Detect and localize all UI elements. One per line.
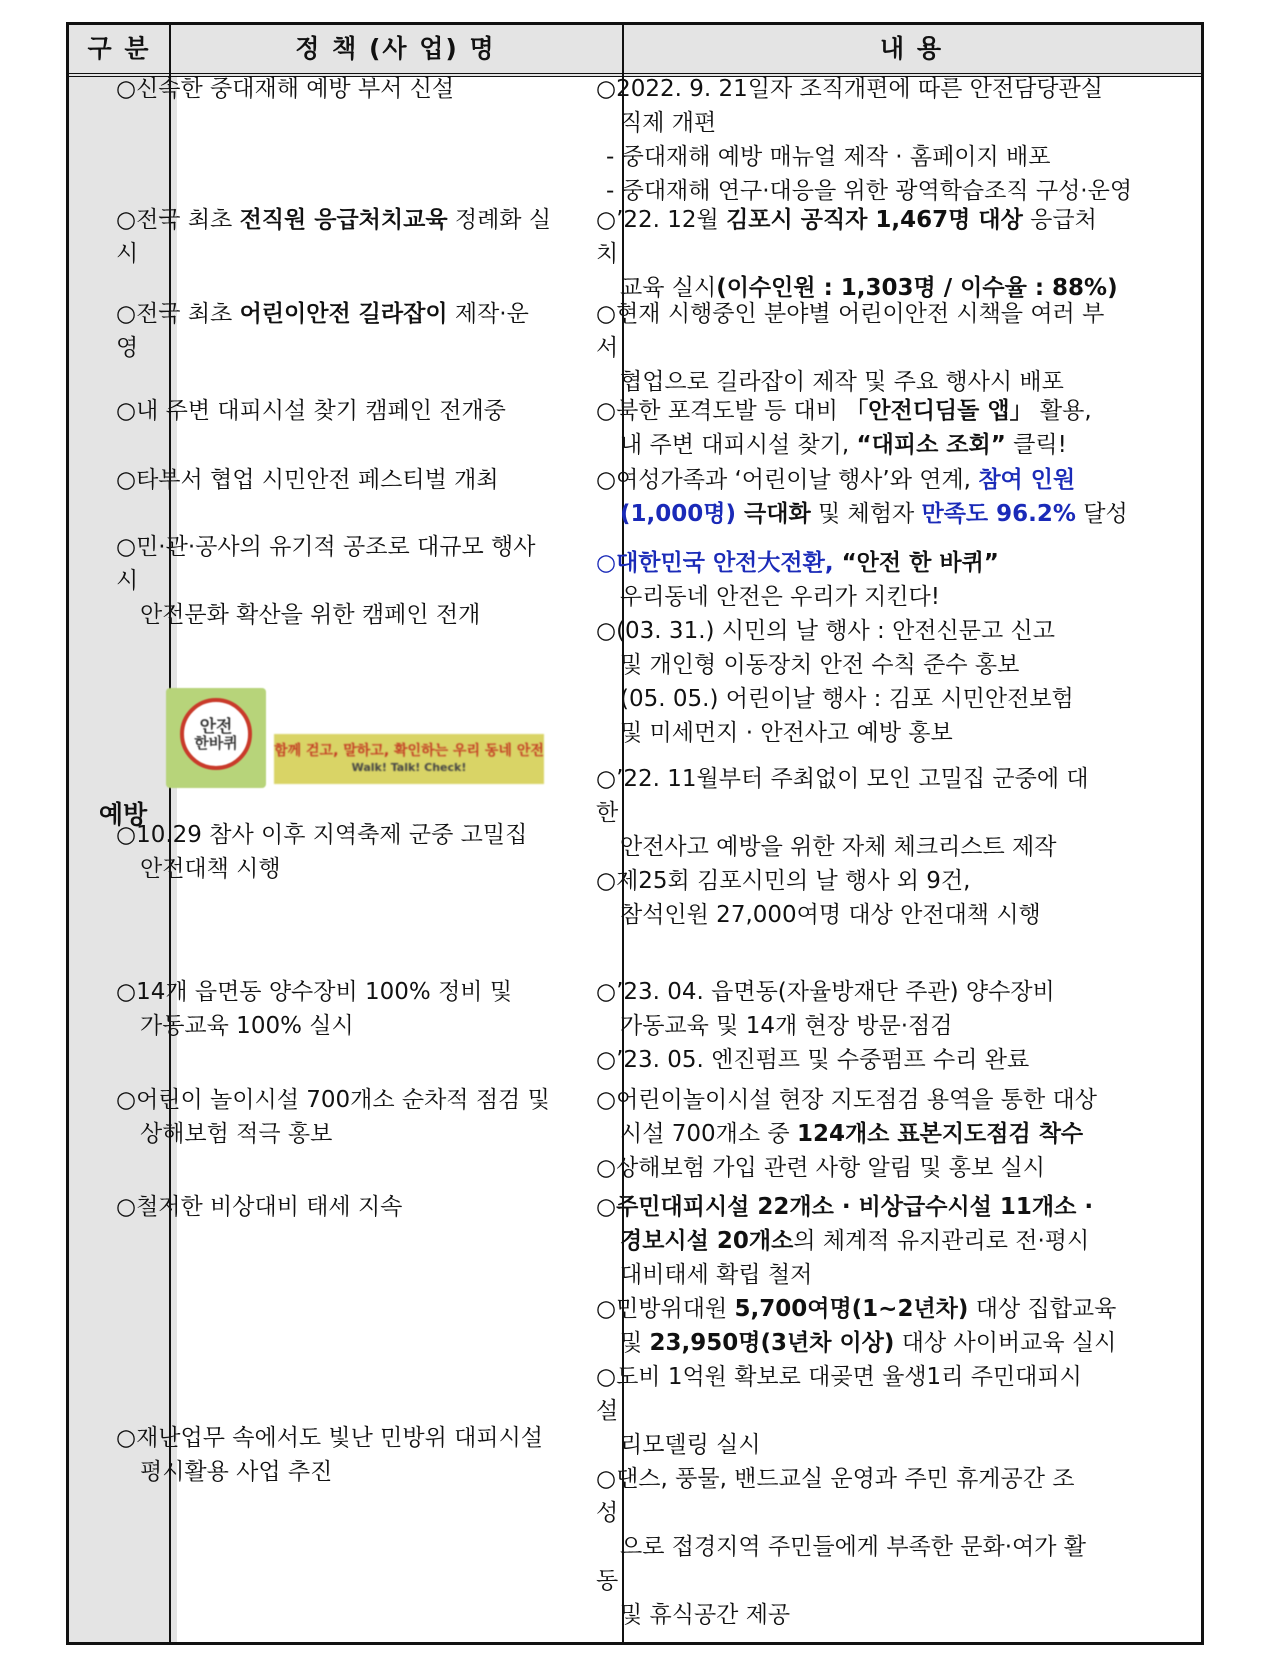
content-line: - 중대재해 연구·대응을 위한 광역학습조직 구성·운영: [606, 178, 1133, 204]
content-line: ○민방위대원 5,700여명(1~2년차) 대상 집합교육: [596, 1296, 1117, 1322]
content-line: 치: [596, 241, 619, 267]
content-line: - 중대재해 예방 매뉴얼 제작 · 홈페이지 배포: [606, 144, 1051, 170]
policy-item-cont: 평시활용 사업 추진: [140, 1459, 333, 1485]
content-line: 가동교육 및 14개 현장 방문·점검: [620, 1013, 953, 1039]
content-line: 교육 실시(이수인원 : 1,303명 / 이수율 : 88%): [620, 275, 1118, 301]
content-line: ○어린이놀이시설 현장 지도점검 용역을 통한 대상: [596, 1087, 1097, 1113]
content-line: ○여성가족과 ‘어린이날 행사’와 연계, 참여 인원: [596, 467, 1076, 493]
policy-item: ○재난업무 속에서도 빛난 민방위 대피시설: [116, 1425, 544, 1451]
policy-item-cont: 시: [116, 241, 139, 267]
content-line: 대비태세 확립 철저: [620, 1262, 813, 1288]
content-line: ○대한민국 안전大전환, “안전 한 바퀴”: [596, 550, 999, 576]
category-label: 예방: [98, 800, 148, 829]
policy-item: ○10.29 참사 이후 지역축제 군중 고밀집: [116, 822, 528, 848]
content-line: 및 개인형 이동장치 안전 수칙 준수 홍보: [620, 652, 1020, 678]
content-line: ○제25회 김포시민의 날 행사 외 9건,: [596, 868, 971, 894]
content-line: ○북한 포격도발 등 대비 「안전디딤돌 앱」 활용,: [596, 398, 1092, 424]
policy-item-cont: 영: [116, 335, 139, 361]
content-line: ○댄스, 풍물, 밴드교실 운영과 주민 휴게공간 조: [596, 1466, 1075, 1492]
header-category: 구 분: [87, 34, 151, 63]
policy-item: ○내 주변 대피시설 찾기 캠페인 전개중: [116, 398, 506, 424]
policy-item-cont: 가동교육 100% 실시: [140, 1013, 354, 1039]
policy-item-cont: 안전문화 확산을 위한 캠페인 전개: [140, 602, 481, 628]
policy-item: ○철저한 비상대비 태세 지속: [116, 1194, 403, 1220]
policy-item: ○전국 최초 전직원 응급처치교육 정례화 실: [116, 207, 552, 233]
content-line: (05. 05.) 어린이날 행사 : 김포 시민안전보험: [620, 686, 1074, 712]
content-line: 협업으로 길라잡이 제작 및 주요 행사시 배포: [620, 369, 1064, 395]
content-line: ○도비 1억원 확보로 대곶면 율생1리 주민대피시: [596, 1364, 1082, 1390]
content-line: 및 휴식공간 제공: [620, 1602, 791, 1628]
content-line: 성: [596, 1500, 619, 1526]
content-line: ○(03. 31.) 시민의 날 행사 : 안전신문고 신고: [596, 618, 1055, 644]
banner-subtitle: Walk! Talk! Check!: [351, 761, 467, 774]
content-line: ○’23. 04. 읍면동(자율방재단 주관) 양수장비: [596, 979, 1055, 1005]
content-line: 서: [596, 335, 619, 361]
campaign-banner-image: [274, 734, 544, 784]
content-line: ○’22. 11월부터 주최없이 모인 고밀집 군중에 대: [596, 766, 1089, 792]
policy-item-cont: 시: [116, 568, 139, 594]
content-line: ○현재 시행중인 분야별 어린이안전 시책을 여러 부: [596, 301, 1105, 327]
policy-item: ○전국 최초 어린이안전 길라잡이 제작·운: [116, 301, 529, 327]
policy-item-cont: 상해보험 적극 홍보: [140, 1121, 333, 1147]
policy-item: ○민·관·공사의 유기적 공조로 대규모 행사: [116, 534, 536, 560]
content-line: (1,000명) 극대화 및 체험자 만족도 96.2% 달성: [620, 501, 1128, 527]
campaign-logo-image: [166, 688, 266, 788]
logo-text: 한바퀴: [194, 734, 238, 752]
content-line: 리모델링 실시: [620, 1432, 761, 1458]
content-line: 경보시설 20개소의 체계적 유지관리로 전·평시: [620, 1228, 1090, 1254]
content-line: 동: [596, 1568, 619, 1594]
header-policy: 정 책 (사 업) 명: [295, 34, 496, 63]
content-line: 및 미세먼지 · 안전사고 예방 홍보: [620, 720, 953, 746]
content-line: ○’23. 05. 엔진펌프 및 수중펌프 수리 완료: [596, 1047, 1030, 1073]
policy-item: ○신속한 중대재해 예방 부서 신설: [116, 76, 455, 102]
policy-item: ○타부서 협업 시민안전 페스티벌 개최: [116, 467, 499, 493]
policy-item: ○어린이 놀이시설 700개소 순차적 점검 및: [116, 1087, 550, 1113]
content-line: 직제 개편: [620, 110, 717, 136]
content-line: 시설 700개소 중 124개소 표본지도점검 착수: [620, 1121, 1084, 1147]
content-line: ○상해보험 가입 관련 사항 알림 및 홍보 실시: [596, 1155, 1045, 1181]
content-line: 및 23,950명(3년차 이상) 대상 사이버교육 실시: [620, 1330, 1117, 1356]
content-line: 한: [596, 800, 619, 826]
policy-item-cont: 안전대책 시행: [140, 856, 281, 882]
content-line: ○’22. 12월 김포시 공직자 1,467명 대상 응급처: [596, 207, 1097, 233]
content-line: 내 주변 대피시설 찾기, “대피소 조회” 클릭!: [620, 432, 1067, 458]
content-line: 참석인원 27,000여명 대상 안전대책 시행: [620, 902, 1041, 928]
policy-item: ○14개 읍면동 양수장비 100% 정비 및: [116, 979, 513, 1005]
content-line: ○2022. 9. 21일자 조직개편에 따른 안전담당관실: [596, 76, 1103, 102]
content-line: 설: [596, 1398, 619, 1424]
header-content: 내 용: [879, 34, 943, 63]
content-line: 으로 접경지역 주민들에게 부족한 문화·여가 활: [620, 1534, 1087, 1560]
content-line: ○주민대피시설 22개소 · 비상급수시설 11개소 ·: [596, 1194, 1094, 1220]
banner-slogan: 함께 걷고, 말하고, 확인하는 우리 동네 안전: [274, 743, 544, 759]
content-line: 안전사고 예방을 위한 자체 체크리스트 제작: [620, 834, 1057, 860]
logo-text: 안전: [199, 717, 233, 737]
content-line: 우리동네 안전은 우리가 지킨다!: [620, 584, 940, 610]
